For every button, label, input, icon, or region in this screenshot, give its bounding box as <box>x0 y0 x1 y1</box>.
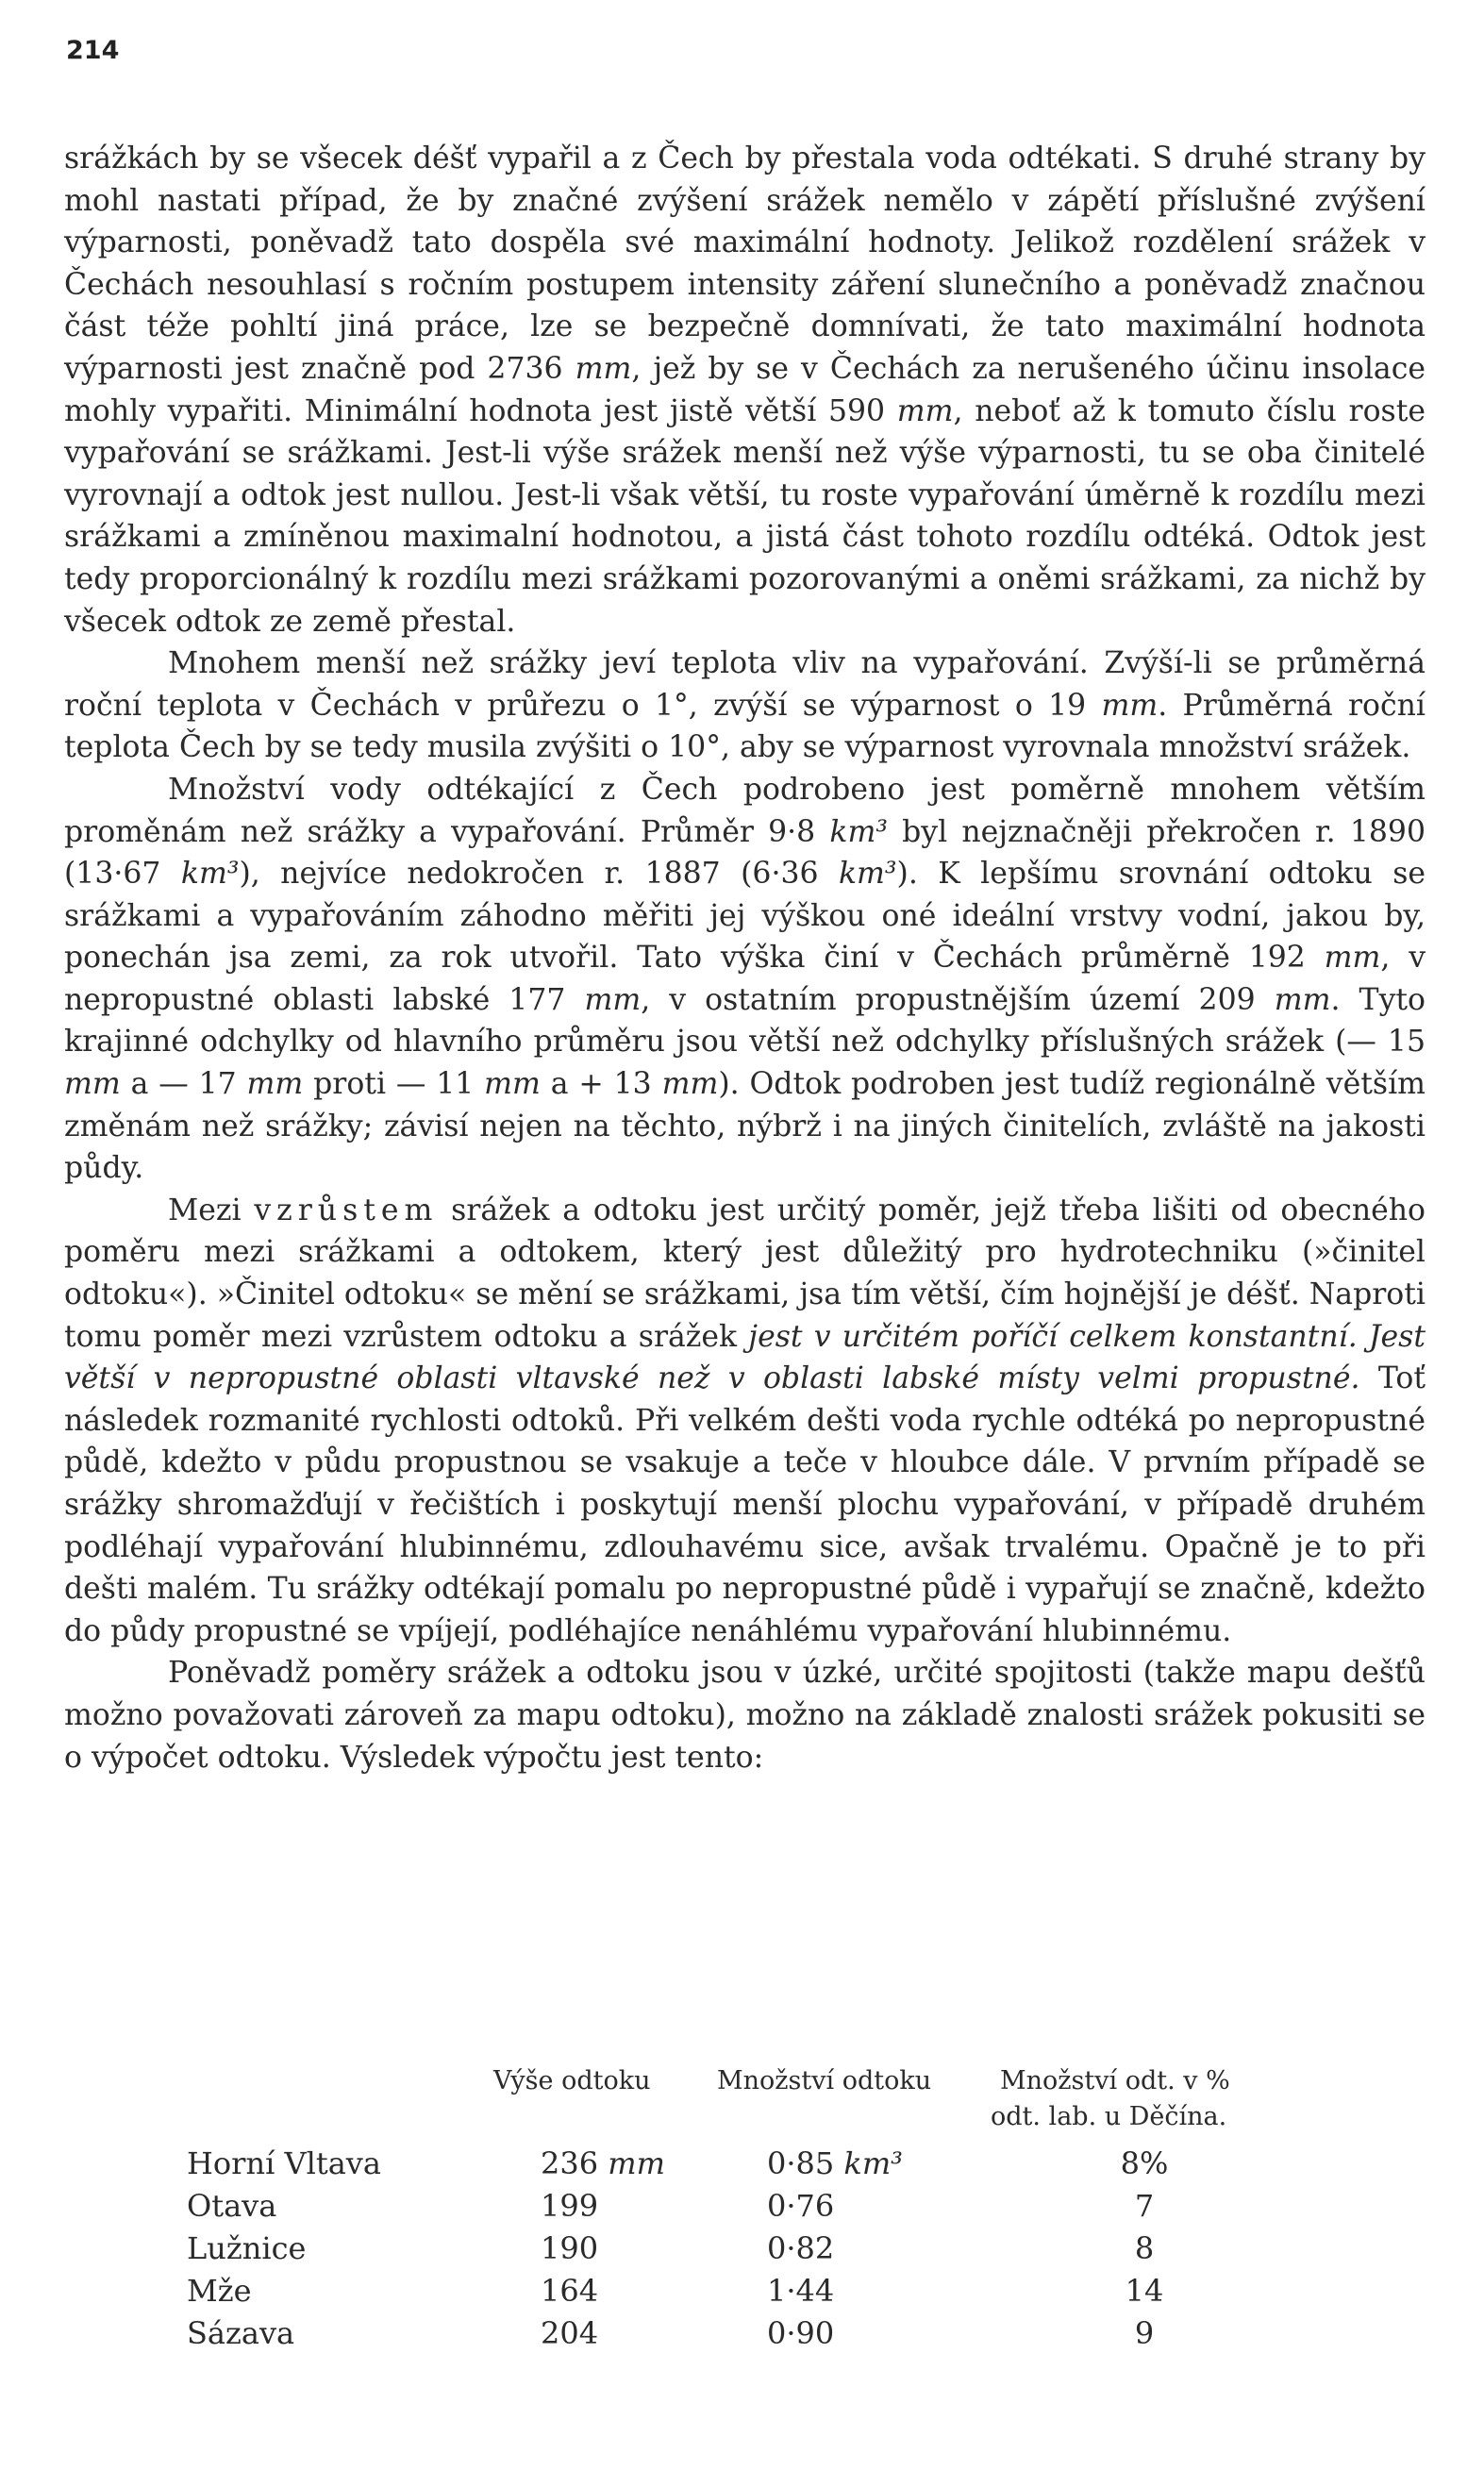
runoff-volume: 0·82 <box>767 2230 835 2266</box>
unit-text: mm <box>1324 941 1381 976</box>
text-segment: Poněvadž poměry srážek a odtoku jsou v úzké, určité spojitosti (takže mapu dešťů možno považovati zároveň za mapu odtoku), možno na základě znalosti srážek pokusiti se o výpočet odtoku. Výsledek výpočtu jest tento: <box>64 1656 1426 1775</box>
table-row <box>187 2273 1432 2314</box>
header-runoff-percent-sub: odt. lab. u Děčína. <box>991 2102 1227 2131</box>
paragraph <box>64 643 1426 769</box>
header-runoff-volume: Množství odtoku <box>717 2066 932 2095</box>
header-runoff-percent: Množství odt. v % <box>1000 2066 1230 2095</box>
text-segment: ), nejvíce nedokročen r. 1887 (6·36 <box>239 857 839 892</box>
table-row <box>187 2188 1432 2229</box>
emphasis-text: jest v určitém poříčí celkem konstantní. Jest větší v nepropustné oblasti vltavské než v oblasti labské místy velmi propustné. <box>64 1319 1426 1396</box>
unit-text: mm <box>484 1067 541 1102</box>
text-segment: byl nejznačněji překročen r. 1890 (13·67 <box>64 814 1426 892</box>
paragraph <box>64 138 1426 643</box>
unit-text: km³ <box>829 814 888 849</box>
text-segment: Mezi <box>168 1193 255 1227</box>
text-segment: a + 13 <box>540 1067 662 1102</box>
text-segment: , v ostatním propustnějším území 209 <box>641 982 1275 1017</box>
header-runoff-height: Výše odtoku <box>493 2066 651 2095</box>
runoff-height: 236 mm <box>541 2145 665 2181</box>
runoff-percent: 8% <box>1120 2145 1169 2181</box>
runoff-height: 199 <box>541 2188 599 2224</box>
text-segment: Mnohem menší než srážky jeví teplota vliv na vypařování. Zvýší-li se průměrná roční teplota v Čechách v průřezu o 1°, zvýší se výparnost o 19 <box>64 646 1426 723</box>
river-name: Otava <box>187 2188 277 2224</box>
unit-text: mm <box>1274 982 1331 1017</box>
paragraph <box>64 1652 1426 1778</box>
text-segment: Toť následek rozmanité rychlosti odtoků. Při velkém dešti voda rychle odtéká po nepropustné půdě, kdežto v půdu propustnou se vsakuje a teče v hloubce dále. V prvním případě se srážky shromažďují v řečištích i poskytují menší plochu vypařování, v případě druhém podléhají vypařování hlubinnému, zdlouhavému sice, avšak trvalému. Opačně je to při dešti malém. Tu srážky odtékají pomalu po nepropustné půdě i vypařují se značně, kdežto do půdy propustné se vpíjejí, podléhajíce nenáhlému vypařování hlubinnému. <box>64 1361 1426 1648</box>
runoff-volume: 0·90 <box>767 2315 835 2351</box>
river-name: Horní Vltava <box>187 2145 381 2181</box>
text-segment: srážek a odtoku jest určitý poměr, jejž třeba lišiti od obecného poměru mezi srážkami a odtokem, který jest důležitý pro hydrotechniku (»činitel odtoku«). »Činitel odtoku« se mění se srážkami, jsa tím větší, čím hojnější je déšť. Naproti tomu poměr mezi vzrůstem odtoku a srážek <box>64 1193 1426 1354</box>
unit-text: km³ <box>180 857 240 892</box>
text-segment: , v nepropustné oblasti labské 177 <box>64 941 1426 1017</box>
unit-text: mm <box>1101 688 1159 723</box>
paragraph <box>64 769 1426 1190</box>
text-segment: . Tyto krajinné odchylky od hlavního průměru jsou větší než odchylky příslušných srážek (— 15 <box>64 982 1426 1060</box>
runoff-percent: 14 <box>1125 2273 1164 2309</box>
text-segment: , neboť až k tomuto číslu roste vypařování se srážkami. Jest-li výše srážek menší než výše výparnosti, tu se oba činitelé vyrovnají a odtok jest nullou. Jest-li však větší, tu roste vypařování úměrně k rozdílu mezi srážkami a zmíněnou maximalní hodnotou, a jistá část tohoto rozdílu odtéká. Odtok jest tedy proporcionálný k rozdílu mezi srážkami pozorovanými a oněmi srážkami, za nichž by všecek odtok ze země přestal. <box>64 393 1426 639</box>
runoff-height: 204 <box>541 2315 599 2351</box>
table-row <box>187 2230 1432 2272</box>
paragraph <box>64 1190 1426 1653</box>
text-segment: proti — 11 <box>303 1067 485 1102</box>
unit-text: mm <box>584 982 642 1017</box>
runoff-height: 190 <box>541 2230 599 2266</box>
river-name: Mže <box>187 2273 252 2309</box>
runoff-percent: 8 <box>1134 2230 1155 2266</box>
runoff-percent: 7 <box>1134 2188 1155 2224</box>
text-segment: ). K lepšímu srovnání odtoku se srážkami a vypařováním záhodno měřiti jej výškou oné ideální vrstvy vodní, jakou by, ponechán jsa zemi, za rok utvořil. Tato výška činí v Čechách průměrně 192 <box>64 857 1426 976</box>
unit-text: mm <box>246 1067 304 1102</box>
text-segment: srážkách by se všecek déšť vypařil a z Čech by přestala voda odtékati. S druhé strany by mohl nastati případ, že by značné zvýšení srážek nemělo v zápětí příslušné zvýšení výparnosti, poněvadž tato dospěla své maximální hodnoty. Jelikož rozdělení srážek v Čechách nesouhlasí s ročním postupem intensity záření slunečního a poněvadž značnou část téže pohltí jiná práce, lze se bezpečně domnívati, že tato maximální hodnota výparnosti jest značně pod 2736 <box>64 142 1426 386</box>
unit-text: mm <box>64 1067 121 1102</box>
runoff-volume: 0·76 <box>767 2188 835 2224</box>
runoff-height: 164 <box>541 2273 599 2309</box>
text-segment: . Průměrná roční teplota Čech by se tedy musila zvýšiti o 10°, aby se výparnost vyrovnala množství srážek. <box>64 688 1426 765</box>
runoff-volume: 1·44 <box>767 2273 835 2309</box>
emphasis-text: vzrůstem <box>254 1193 439 1227</box>
runoff-percent: 9 <box>1134 2315 1155 2351</box>
unit-text: km³ <box>838 857 897 892</box>
page-number: 214 <box>66 36 120 65</box>
unit-text: mm <box>661 1067 719 1102</box>
table-row <box>187 2145 1432 2187</box>
text-segment: Množství vody odtékající z Čech podrobeno jest poměrně mnohem větším proměnám než srážky a vypařování. Průměr 9·8 <box>64 772 1426 849</box>
unit-text: mm <box>575 351 632 386</box>
table-row <box>187 2315 1432 2357</box>
text-segment: ). Odtok podroben jest tudíž regionálně větším změnám než srážky; závisí nejen na těchto, nýbrž i na jiných činitelích, zvláště na jakosti půdy. <box>64 1067 1426 1186</box>
body-text <box>64 138 1426 1778</box>
unit-text: mm <box>896 393 954 428</box>
text-segment: , jež by se v Čechách za nerušeného účinu insolace mohly vypařiti. Minimální hodnota jest jistě větší 590 <box>64 351 1426 428</box>
runoff-volume: 0·85 km³ <box>767 2145 903 2181</box>
river-name: Lužnice <box>187 2230 307 2266</box>
table-header <box>187 2066 1432 2142</box>
river-name: Sázava <box>187 2315 295 2351</box>
text-segment: a — 17 <box>120 1067 247 1102</box>
